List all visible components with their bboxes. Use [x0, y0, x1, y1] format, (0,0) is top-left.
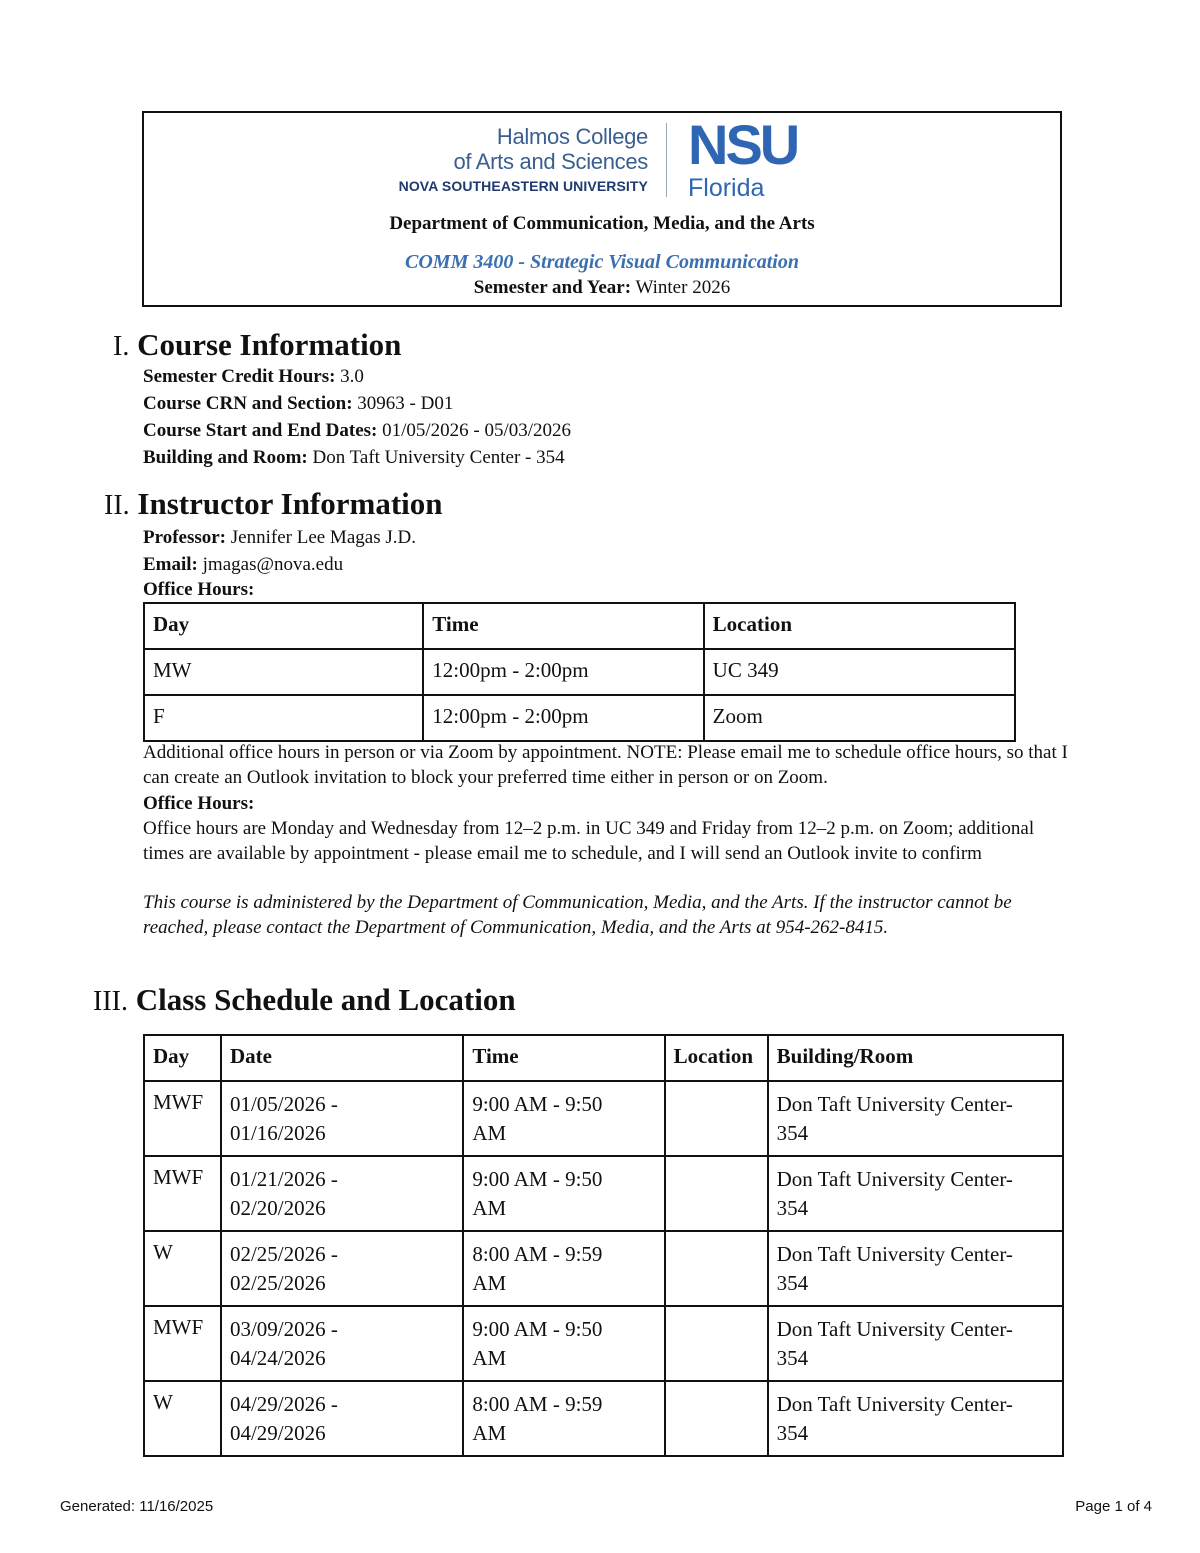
department-name: Department of Communication, Media, and the Arts	[389, 213, 815, 234]
logo-university-name: NOVA SOUTHEASTERN UNIVERSITY	[398, 178, 648, 194]
header-box	[142, 111, 1062, 307]
generated-date: Generated: 11/16/2025	[60, 1498, 214, 1515]
semester-line	[144, 277, 1060, 299]
office-hours-label-2: Office Hours:	[143, 793, 255, 814]
table-header-row: Day Time Location	[144, 603, 1015, 649]
email-link[interactable]: jmagas@nova.edu	[202, 554, 344, 575]
table-row: MWF 01/21/2026 - 02/20/2026 9:00 AM - 9:50 AM Don Taft University Center- 354	[144, 1156, 1063, 1231]
table-row: F 12:00pm - 2:00pm Zoom	[144, 695, 1015, 741]
field-professor: Professor: Jennifer Lee Magas J.D.	[143, 527, 416, 548]
section-title: Instructor Information	[137, 486, 443, 521]
semester-value: Winter 2026	[635, 277, 731, 298]
field-crn-section: Course CRN and Section: 30963 - D01	[143, 393, 454, 414]
field-credit-hours: Semester Credit Hours: 3.0	[143, 366, 364, 387]
section-instructor-information	[104, 486, 443, 522]
table-header-row: Day Date Time Location Building/Room	[144, 1035, 1063, 1081]
section-class-schedule	[93, 982, 516, 1018]
section-number: I.	[113, 331, 130, 362]
table-row: MWF 01/05/2026 - 01/16/2026 9:00 AM - 9:50 AM Don Taft University Center- 354	[144, 1081, 1063, 1156]
logo-nsu: NSU	[688, 113, 798, 176]
logo-florida: Florida	[688, 174, 765, 202]
class-schedule-table	[143, 1034, 1064, 1457]
section-course-information	[113, 327, 401, 363]
semester-label: Semester and Year:	[473, 277, 632, 298]
page-number: Page 1 of 4	[1075, 1498, 1152, 1515]
additional-office-hours-note: Additional office hours in person or via Zoom by appointment. NOTE: Please email me to schedule office hours, so that I can create an Outlook invitation to block your preferred time either in person or on Zoom.	[143, 742, 1068, 788]
logo-divider	[666, 123, 667, 197]
office-hours-description: Office hours are Monday and Wednesday from 12–2 p.m. in UC 349 and Friday from 12–2 p.m. on Zoom; additional times are available by appointment - please email me to schedule, and I will send an Outlook invite to confirm	[143, 818, 1035, 864]
field-email: Email: jmagas@nova.edu	[143, 554, 344, 575]
section-number: II.	[104, 490, 130, 521]
section-title: Course Information	[137, 327, 402, 362]
section-number: III.	[93, 986, 128, 1017]
field-building-room: Building and Room: Don Taft University Center - 354	[143, 447, 565, 468]
logo-college-name: Halmos College of Arts and Sciences	[453, 124, 648, 174]
field-dates: Course Start and End Dates: 01/05/2026 - 05/03/2026	[143, 420, 572, 441]
college-logo	[382, 113, 832, 202]
table-row: MWF 03/09/2026 - 04/24/2026 9:00 AM - 9:50 AM Don Taft University Center- 354	[144, 1306, 1063, 1381]
office-hours-label: Office Hours:	[143, 579, 255, 600]
table-row: W 02/25/2026 - 02/25/2026 8:00 AM - 9:59 AM Don Taft University Center- 354	[144, 1231, 1063, 1306]
section-title: Class Schedule and Location	[135, 982, 516, 1017]
table-row: MW 12:00pm - 2:00pm UC 349	[144, 649, 1015, 695]
office-hours-table	[143, 602, 1016, 742]
course-title: COMM 3400 - Strategic Visual Communication	[405, 251, 799, 273]
table-row: W 04/29/2026 - 04/29/2026 8:00 AM - 9:59 AM Don Taft University Center- 354	[144, 1381, 1063, 1456]
department-contact-note: This course is administered by the Department of Communication, Media, and the Arts. If the instructor cannot be reached, please contact the Department of Communication, Media, and the Arts at 954-262-8415.	[143, 892, 1012, 938]
